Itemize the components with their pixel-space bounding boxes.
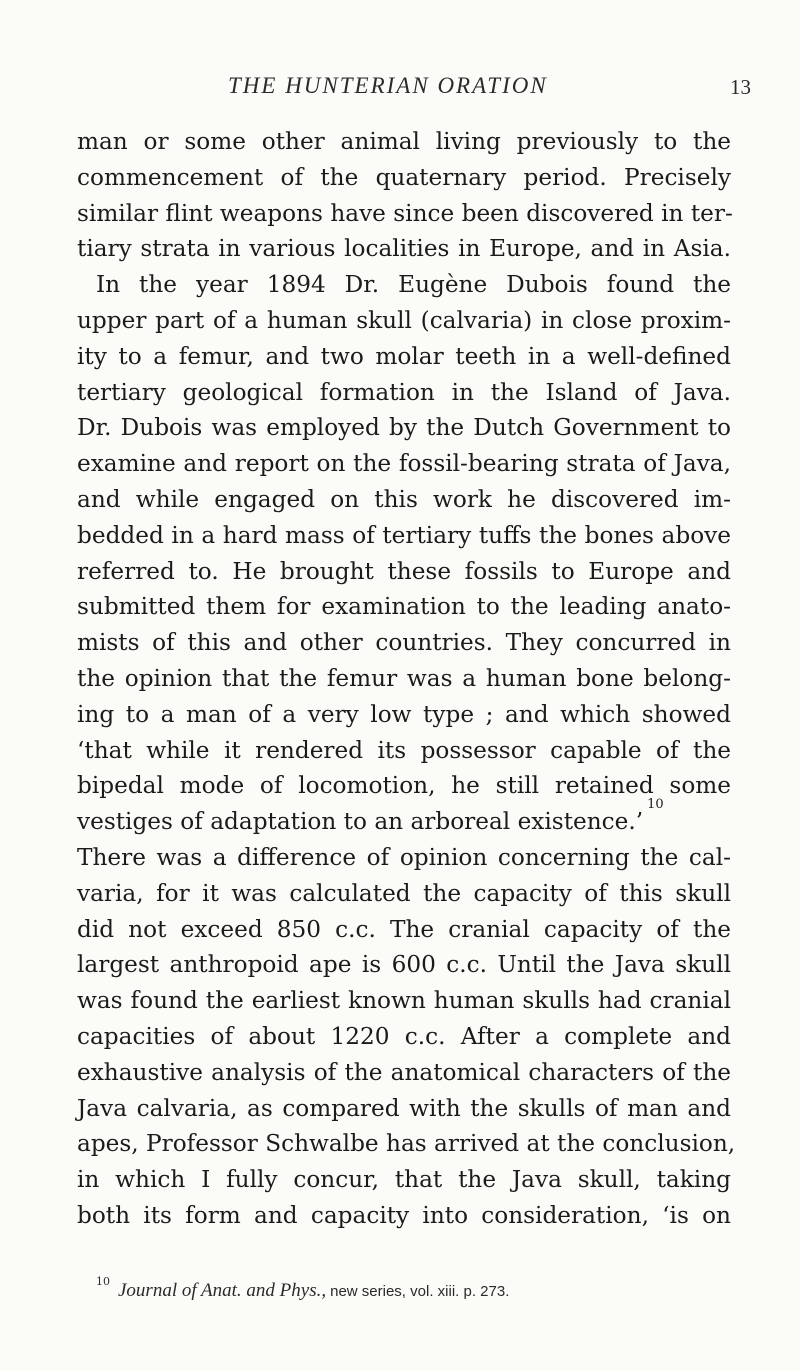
text-line: exhaustive analysis of the anatomical characters of the — [77, 1058, 731, 1086]
text-line: vestiges of adaptation to an arboreal existence.’ — [77, 808, 644, 836]
text-line: mists of this and other countries. They concurred in — [77, 629, 731, 657]
footnote — [96, 1275, 736, 1302]
text-line: referred to. He brought these fossils to Europe and — [77, 557, 731, 585]
page-number: 13 — [730, 75, 751, 99]
text-line: examine and report on the fossil-bearing strata of Java, — [77, 450, 731, 478]
text-line: varia, for it was calculated the capacity of this skull — [77, 879, 731, 907]
text-line: There was a difference of opinion concerning the cal- — [77, 843, 731, 871]
text-line: the opinion that the femur was a human bone belong- — [77, 664, 731, 692]
text-line: tiary strata in various localities in Europe, and in Asia. — [77, 235, 731, 263]
footnote-marker: 10 — [96, 1275, 110, 1288]
text-line: upper part of a human skull (calvaria) in close proxim- — [77, 306, 731, 334]
text-line-with-footnote — [77, 797, 731, 840]
running-title: THE HUNTERIAN ORATION — [228, 73, 548, 98]
text-line: In the year 1894 Dr. Eugène Dubois found the — [96, 271, 731, 299]
footnote-citation: new series, vol. xiii. p. 273. — [330, 1283, 510, 1300]
text-line: man or some other animal living previously to the — [77, 128, 731, 155]
footnote-reference: 10 — [647, 797, 664, 813]
text-line: submitted them for examination to the leading anato- — [77, 593, 731, 621]
text-line: ‘that while it rendered its possessor capable of the — [77, 736, 731, 764]
text-line: similar flint weapons have since been discovered in ter- — [77, 199, 733, 227]
footnote-journal: Journal of Anat. and Phys., — [118, 1280, 327, 1301]
body-text — [77, 124, 736, 1234]
text-line: in which I fully concur, that the Java skull, taking — [77, 1166, 731, 1194]
text-line: ity to a femur, and two molar teeth in a well-defined — [77, 342, 731, 370]
text-line: ing to a man of a very low type ; and which showed — [77, 700, 731, 728]
text-line: both its form and capacity into consideration, ‘is on — [77, 1201, 731, 1229]
text-line: and while engaged on this work he discovered im- — [77, 485, 731, 513]
text-line: commencement of the quaternary period. Precisely — [77, 163, 731, 191]
running-header — [0, 73, 800, 103]
text-line: bipedal mode of locomotion, he still retained some — [77, 772, 731, 800]
text-line: capacities of about 1220 c.c. After a complete and — [77, 1022, 731, 1050]
text-line: Dr. Dubois was employed by the Dutch Government to — [77, 414, 731, 442]
text-line: tertiary geological formation in the Island of Java. — [77, 378, 731, 406]
text-line: was found the earliest known human skulls had cranial — [77, 987, 731, 1015]
text-line: did not exceed 850 c.c. The cranial capacity of the — [77, 915, 731, 943]
text-line: bedded in a hard mass of tertiary tuffs the bones above — [77, 521, 731, 549]
text-line: Java calvaria, as compared with the skulls of man and — [77, 1094, 731, 1122]
text-line: apes, Professor Schwalbe has arrived at the conclusion, — [77, 1130, 736, 1158]
text-line: largest anthropoid ape is 600 c.c. Until the Java skull — [77, 951, 731, 979]
